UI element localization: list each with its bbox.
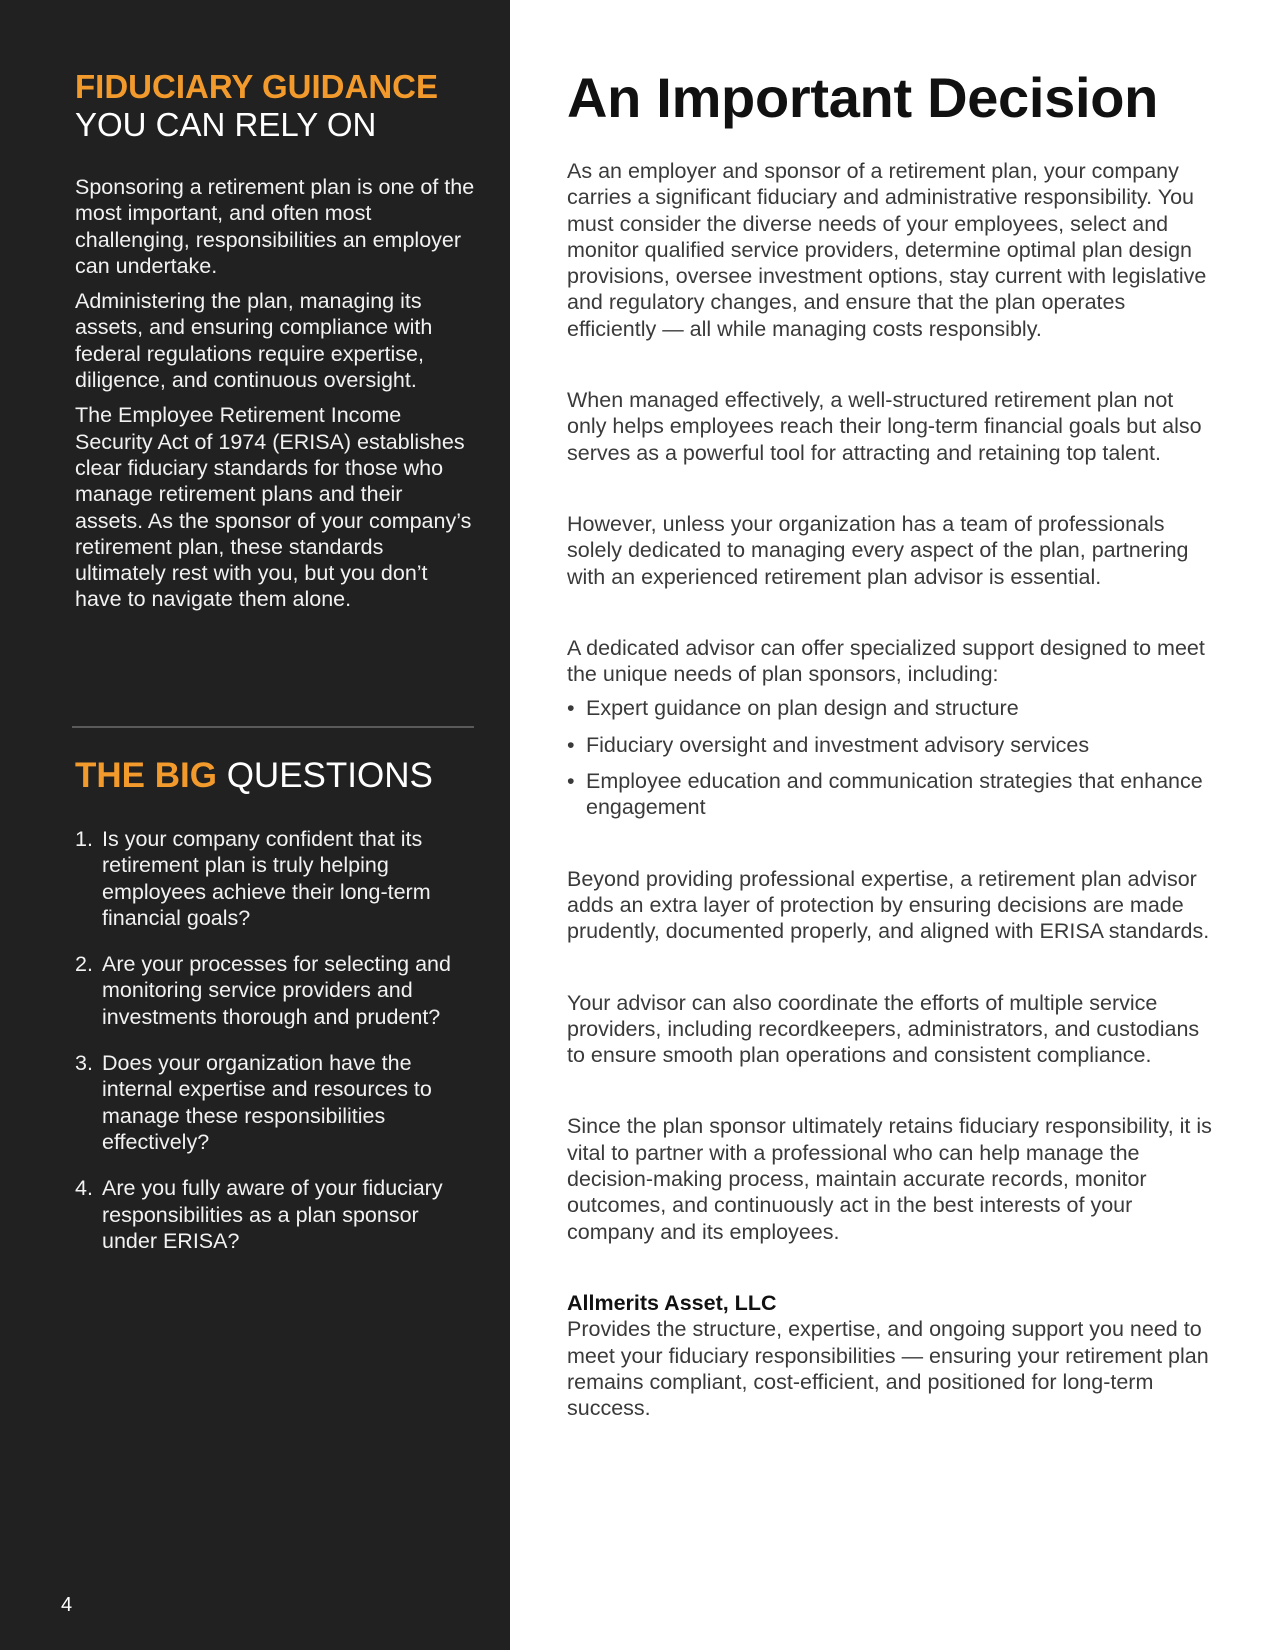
sidebar-heading-accent: FIDUCIARY GUIDANCE — [75, 68, 439, 105]
sidebar-paragraph: The Employee Retirement Income Security Act of 1974 (ERISA) establishes clear fiduciary standards for those who manage retirement plans and their assets. As the sponsor of your company’s retirement plan, these standards ultimately rest with you, but you don’t have to navigate them alone. — [75, 403, 472, 612]
advisor-intro: A dedicated advisor can offer specialized support designed to meet the unique needs of plan sponsors, including: — [567, 635, 1205, 687]
big-questions-section — [75, 756, 475, 1274]
question-number: 2. — [75, 952, 93, 977]
sidebar-paragraph: Sponsoring a retirement plan is one of the most important, and often most challenging, responsibilities an employer can undertake. — [75, 175, 475, 278]
page-title: An Important Decision — [567, 66, 1159, 129]
sidebar-intro — [75, 68, 475, 622]
sidebar-divider — [72, 726, 474, 728]
service-item — [567, 695, 1217, 721]
body-paragraph: However, unless your organization has a team of professionals solely dedicated to managing every aspect of the plan, partnering with an experienced retirement plan advisor is essential. — [567, 511, 1189, 589]
bullet-icon: • — [567, 696, 575, 721]
body-paragraph: Your advisor can also coordinate the efforts of multiple service providers, including recordkeepers, administrators, and custodians to ensure smooth plan operations and consistent compliance. — [567, 990, 1200, 1068]
question-number: 1. — [75, 827, 93, 851]
question-item — [75, 1175, 475, 1254]
questions-heading — [75, 756, 475, 796]
questions-list — [75, 826, 475, 1254]
page-number: 4 — [61, 1594, 73, 1616]
bullet-icon: • — [567, 769, 575, 794]
question-text: Is your company confident that its retirement plan is truly helping employees achieve their long-term financial goals? — [102, 827, 431, 930]
question-item — [75, 826, 475, 931]
question-text: Are your processes for selecting and monitoring service providers and investments thorough and prudent? — [102, 952, 451, 1029]
service-item — [567, 732, 1217, 758]
service-item — [567, 768, 1217, 821]
question-item — [75, 1050, 475, 1155]
questions-heading-rest: QUESTIONS — [226, 756, 433, 795]
question-number: 3. — [75, 1051, 93, 1076]
service-text: Fiduciary oversight and investment advisory services — [586, 732, 1090, 757]
question-number: 4. — [75, 1176, 93, 1201]
question-text: Are you fully aware of your fiduciary responsibilities as a plan sponsor under ERISA? — [102, 1176, 443, 1253]
sidebar-paragraph: Administering the plan, managing its assets, and ensuring compliance with federal regulations require expertise, diligence, and continuous oversight. — [75, 289, 433, 393]
company-description: Provides the structure, expertise, and ongoing support you need to meet your fiduciary responsibilities — ensuring your retirement plan remains compliant, cost-efficient, and positioned for long-term success. — [567, 1317, 1209, 1421]
sidebar-heading-rest: YOU CAN RELY ON — [75, 106, 377, 143]
service-text: Employee education and communication strategies that enhance engagement — [586, 769, 1203, 820]
bullet-icon: • — [567, 732, 575, 757]
body-paragraph: Beyond providing professional expertise, a retirement plan advisor adds an extra layer of protection by ensuring decisions are made prudently, documented properly, and aligned with ERISA standards. — [567, 866, 1210, 944]
body-paragraph: When managed effectively, a well-structured retirement plan not only helps employees reach their long-term financial goals but also serves as a powerful tool for attracting and retaining top talent. — [567, 388, 1202, 465]
service-text: Expert guidance on plan design and structure — [586, 696, 1019, 721]
questions-heading-accent: THE BIG — [75, 756, 217, 795]
company-name: Allmerits Asset, LLC — [567, 1290, 777, 1315]
question-item — [75, 951, 475, 1030]
question-text: Does your organization have the internal expertise and resources to manage these responsibilities effectively? — [102, 1051, 432, 1154]
body-paragraph: Since the plan sponsor ultimately retains fiduciary responsibility, it is vital to partner with a professional who can help manage the decision-making process, maintain accurate records, monitor outcomes, and continuously act in the best interests of your company and its employees. — [567, 1114, 1212, 1244]
main-content — [567, 62, 1217, 1421]
body-paragraph: As an employer and sponsor of a retirement plan, your company carries a significant fiduciary and administrative responsibility. You must consider the diverse needs of your employees, select and monitor qualified service providers, determine optimal plan design provisions, oversee investment options, stay current with legislative and regulatory changes, and ensure that the plan operates efficiently — all while managing costs responsibly. — [567, 159, 1207, 341]
sidebar-panel — [0, 0, 510, 1650]
advisor-services-list — [567, 695, 1217, 820]
